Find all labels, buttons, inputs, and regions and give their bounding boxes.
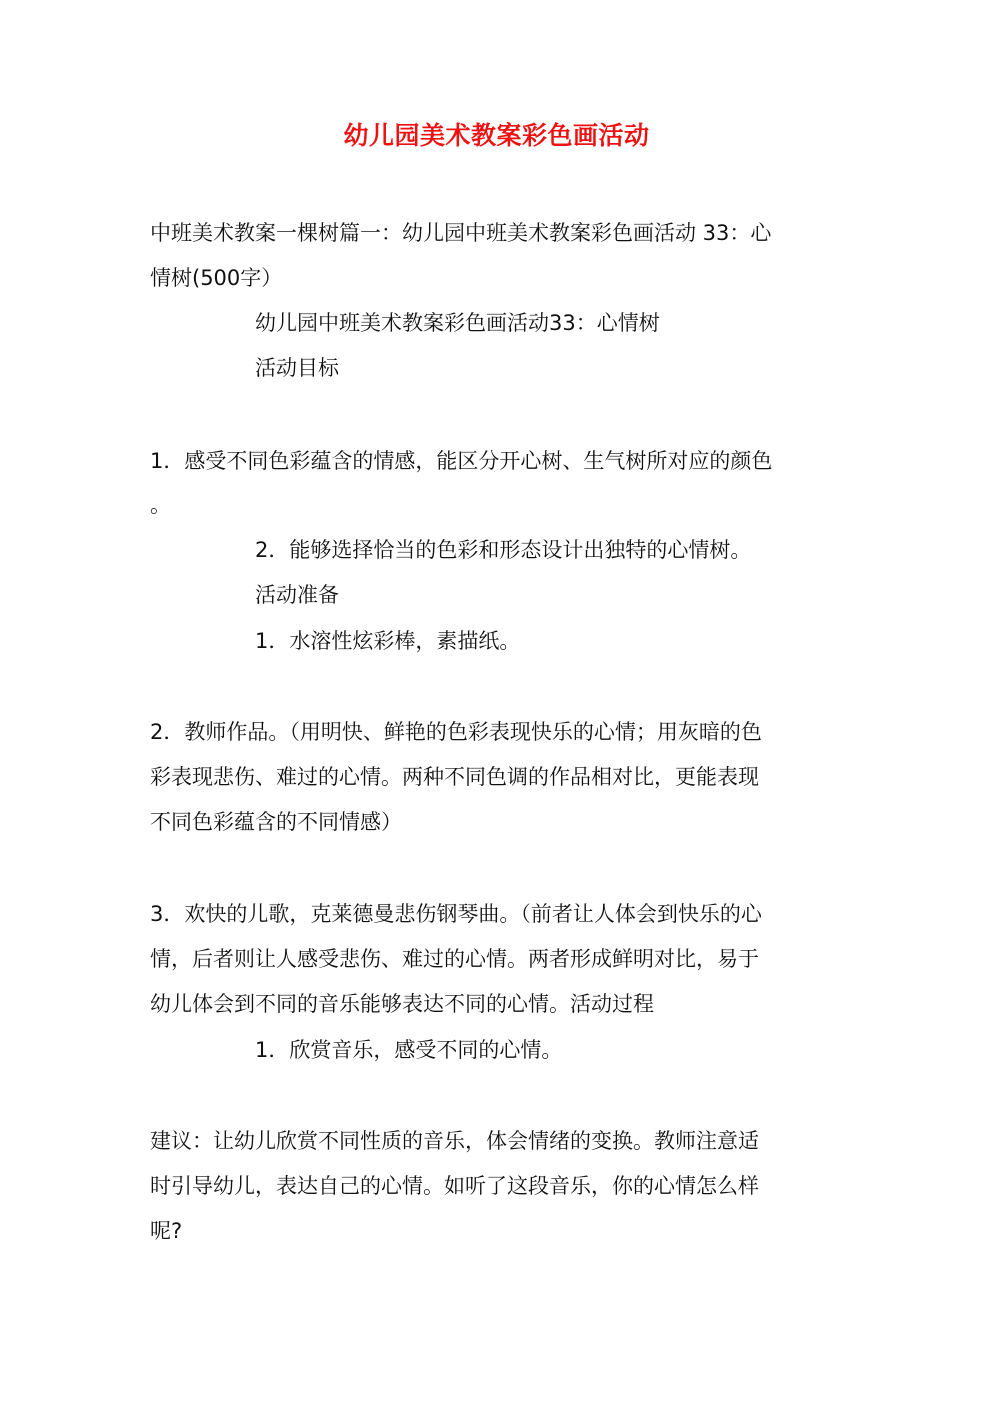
paragraph-line: 幼儿体会到不同的音乐能够表达不同的心情。活动过程	[150, 992, 654, 1016]
paragraph-line: 情树(500字）	[150, 266, 283, 290]
paragraph-line: 幼儿园中班美术教案彩色画活动33：心情树	[255, 311, 660, 335]
paragraph-line: 彩表现悲伤、难过的心情。两种不同色调的作品相对比，更能表现	[150, 765, 759, 789]
paragraph-line: 中班美术教案一棵树篇一：幼儿园中班美术教案彩色画活动 33：心	[150, 221, 772, 245]
paragraph-line: 情，后者则让人感受悲伤、难过的心情。两者形成鲜明对比，易于	[150, 947, 759, 971]
document-title: 幼儿园美术教案彩色画活动	[343, 121, 650, 150]
paragraph-line: 2．能够选择恰当的色彩和形态设计出独特的心情树。	[255, 538, 752, 562]
section-heading: 活动目标	[255, 356, 339, 380]
paragraph-line: 3．欢快的儿歌，克莱德曼悲伤钢琴曲。（前者让人体会到快乐的心	[150, 902, 762, 926]
paragraph-line: 2．教师作品。（用明快、鲜艳的色彩表现快乐的心情；用灰暗的色	[150, 720, 762, 744]
paragraph-line: 。	[150, 493, 171, 517]
paragraph-line: 1．欣赏音乐，感受不同的心情。	[255, 1038, 563, 1062]
paragraph-line: 1．感受不同色彩蕴含的情感，能区分开心树、生气树所对应的颜色	[150, 449, 773, 473]
paragraph-line: 1．水溶性炫彩棒，素描纸。	[255, 629, 521, 653]
paragraph-line: 呢?	[150, 1219, 183, 1243]
paragraph-line: 时引导幼儿，表达自己的心情。如听了这段音乐，你的心情怎么样	[150, 1174, 759, 1198]
paragraph-line: 不同色彩蕴含的不同情感）	[150, 810, 402, 834]
paragraph-line: 建议：让幼儿欣赏不同性质的音乐，体会情绪的变换。教师注意适	[150, 1129, 759, 1153]
section-heading: 活动准备	[255, 583, 339, 607]
